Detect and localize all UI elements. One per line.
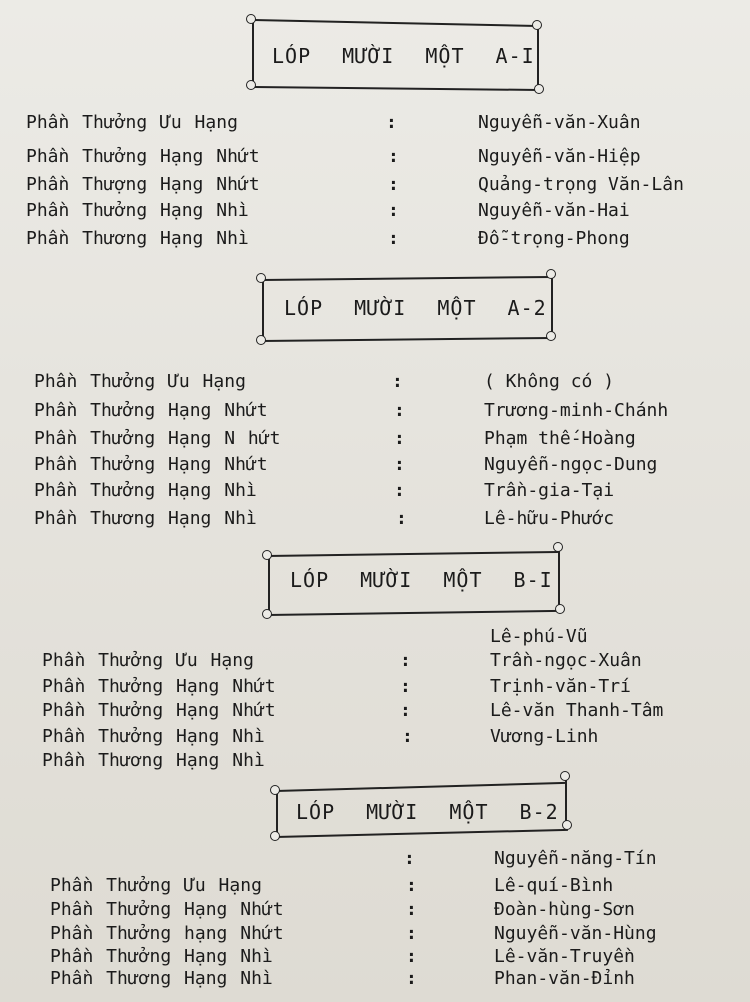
- list-item: [0, 946, 750, 970]
- list-item: [0, 726, 750, 750]
- list-item: [0, 750, 750, 774]
- list-item: [0, 200, 750, 224]
- list-item: [0, 899, 750, 923]
- list-item: [0, 146, 750, 170]
- student-name: Nguyễn-ngọc-Dung: [484, 454, 658, 475]
- list-item: [0, 700, 750, 724]
- list-item: [0, 228, 750, 252]
- student-name: Nguyễn-văn-Xuân: [478, 112, 641, 133]
- student-name: Trần-ngọc-Xuân: [490, 650, 642, 671]
- student-name: Quảng-trọng Văn-Lân: [478, 174, 684, 195]
- student-name: Đỗ-trọng-Phong: [478, 228, 630, 249]
- separator: :: [394, 480, 405, 501]
- student-name: Trịnh-văn-Trí: [490, 676, 631, 697]
- student-name: Lê-hữu-Phước: [484, 508, 615, 529]
- award-label: Phần Thưởng Hạng Nhì: [34, 480, 257, 501]
- student-name: ( Không có ): [484, 371, 615, 392]
- list-item: [0, 875, 750, 899]
- separator: :: [404, 848, 415, 869]
- list-item: [0, 480, 750, 504]
- award-label: Phần Thương Hạng Nhì: [42, 750, 265, 771]
- award-label: Phần Thưởng Ưu Hạng: [50, 875, 262, 896]
- list-item: [0, 174, 750, 198]
- list-item: [0, 676, 750, 700]
- award-label: Phần Thưởng Hạng Nhứt: [42, 676, 276, 697]
- award-label: Phần Thưởng Ưu Hạng: [42, 650, 254, 671]
- student-name: Nguyễn-văn-Hai: [478, 200, 630, 221]
- award-label: Phần Thưởng Ưu Hạng: [34, 371, 246, 392]
- student-name: Đoàn-hùng-Sơn: [494, 899, 635, 920]
- list-item: [0, 626, 750, 650]
- student-name: Lê-quí-Bình: [494, 875, 614, 896]
- separator: :: [388, 200, 399, 221]
- separator: :: [406, 946, 417, 967]
- award-label: Phần Thưởng Hạng Nhì: [42, 726, 265, 747]
- award-label: Phần Thương Hạng Nhì: [34, 508, 257, 529]
- student-name: Nguyễn-văn-Hùng: [494, 923, 657, 944]
- student-name: Nguyễn-năng-Tín: [494, 848, 657, 869]
- section-title: LÓP MƯỜI MỘT A-I: [272, 44, 535, 68]
- separator: :: [406, 968, 417, 989]
- student-name: Lê-văn-Truyền: [494, 946, 635, 967]
- list-item: [0, 968, 750, 992]
- separator: :: [388, 174, 399, 195]
- separator: :: [406, 875, 417, 896]
- award-label: Phần Thưởng Hạng N hứt: [34, 428, 281, 449]
- award-label: Phần Thưởng Hạng Nhứt: [34, 454, 268, 475]
- student-name: Vương-Linh: [490, 726, 599, 747]
- list-item: [0, 428, 750, 452]
- separator: :: [388, 146, 399, 167]
- award-label: Phần Thưởng Hạng Nhì: [50, 946, 273, 967]
- separator: :: [406, 899, 417, 920]
- list-item: [0, 371, 750, 395]
- award-label: Phần Thưởng Hạng Nhứt: [50, 899, 284, 920]
- list-item: [0, 650, 750, 674]
- separator: :: [400, 650, 411, 671]
- list-item: [0, 848, 750, 872]
- list-item: [0, 112, 750, 136]
- section-title: LÓP MƯỜI MỘT B-2: [296, 800, 559, 824]
- separator: :: [394, 454, 405, 475]
- award-label: Phần Thưởng Hạng Nhứt: [42, 700, 276, 721]
- award-label: Phần Thưởng Hạng Nhứt: [34, 400, 268, 421]
- award-label: Phần Thượng Hạng Nhứt: [26, 174, 260, 195]
- section-title: LÓP MƯỜI MỘT A-2: [284, 296, 547, 320]
- separator: :: [386, 112, 397, 133]
- separator: :: [388, 228, 399, 249]
- separator: :: [402, 726, 413, 747]
- award-label: Phần Thương Hạng Nhì: [50, 968, 273, 989]
- list-item: [0, 923, 750, 947]
- student-name: Lê-văn Thanh-Tâm: [490, 700, 664, 721]
- list-item: [0, 454, 750, 478]
- separator: :: [396, 508, 407, 529]
- student-name: Phạm thế-Hoàng: [484, 428, 636, 449]
- section-title: LÓP MƯỜI MỘT B-I: [290, 568, 553, 592]
- award-label: Phần Thưởng Ưu Hạng: [26, 112, 238, 133]
- list-item: [0, 400, 750, 424]
- separator: :: [406, 923, 417, 944]
- separator: :: [392, 371, 403, 392]
- award-label: Phần Thưởng Hạng Nhì: [26, 200, 249, 221]
- separator: :: [394, 400, 405, 421]
- student-name: Trần-gia-Tại: [484, 480, 615, 501]
- student-name: Lê-phú-Vũ: [490, 626, 588, 647]
- award-label: Phần Thưởng hạng Nhứt: [50, 923, 284, 944]
- separator: :: [400, 700, 411, 721]
- award-label: Phần Thương Hạng Nhì: [26, 228, 249, 249]
- student-name: Phan-văn-Đỉnh: [494, 968, 635, 989]
- list-item: [0, 508, 750, 532]
- separator: :: [394, 428, 405, 449]
- student-name: Trương-minh-Chánh: [484, 400, 669, 421]
- student-name: Nguyễn-văn-Hiệp: [478, 146, 641, 167]
- separator: :: [400, 676, 411, 697]
- award-label: Phần Thưởng Hạng Nhứt: [26, 146, 260, 167]
